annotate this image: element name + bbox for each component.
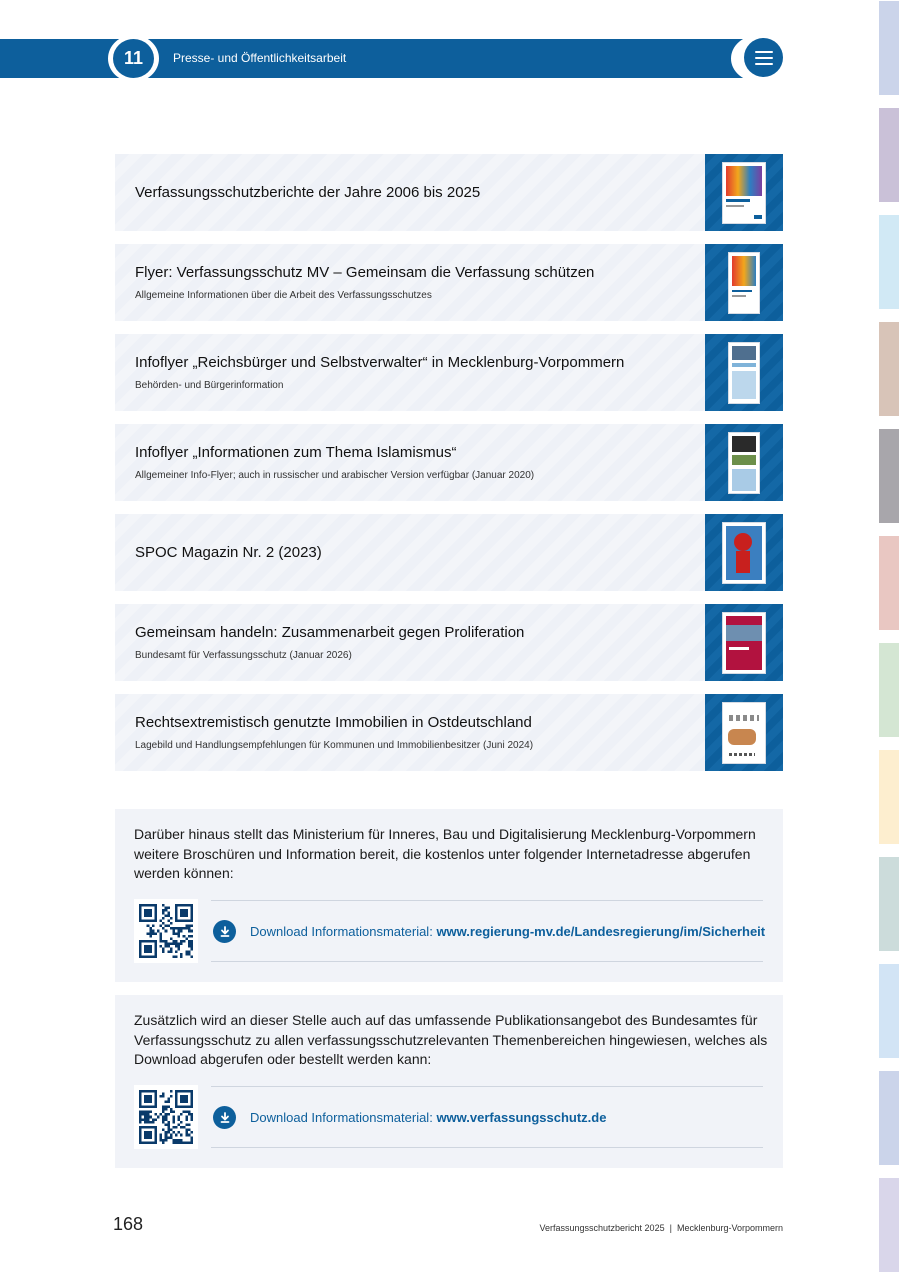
publication-text [135, 334, 695, 411]
cover-flyer-icon [728, 342, 760, 404]
side-tab[interactable] [879, 1071, 899, 1165]
publication-title: Flyer: Verfassungsschutz MV – Gemeinsam die Verfassung schützen [135, 264, 595, 281]
publication-subtitle: Bundesamt für Verfassungsschutz (Januar 2026) [135, 650, 352, 661]
publication-title: Verfassungsschutzberichte der Jahre 2006 bis 2025 [135, 183, 481, 201]
footer-separator: | [667, 1223, 675, 1233]
hamburger-icon-line [755, 63, 773, 65]
side-tab[interactable] [879, 964, 899, 1058]
publication-thumbnail[interactable] [705, 244, 783, 321]
publication-title: Gemeinsam handeln: Zusammenarbeit gegen Proliferation [135, 624, 525, 641]
chapter-title: Presse- und Öffentlichkeitsarbeit [173, 51, 347, 65]
info-paragraph: Zusätzlich wird an dieser Stelle auch auf das umfassende Publikationsangebot des Bundesamtes für Verfassungsschutz zu allen verfassungsschutzrelevanten Themenbereichen hingewiesen, welches als Download abgerufen oder bestellt werden kann: [134, 1012, 768, 1067]
cover-report-icon [722, 162, 766, 224]
download-icon [213, 1106, 236, 1129]
hamburger-icon-line [755, 51, 773, 53]
publication-thumbnail[interactable] [705, 424, 783, 501]
cover-flyer-icon [728, 432, 760, 494]
qr-code-icon[interactable] [134, 1085, 198, 1149]
side-tab[interactable] [879, 857, 899, 951]
publication-card[interactable] [115, 334, 783, 411]
publication-thumbnail[interactable] [705, 604, 783, 681]
side-tab[interactable] [879, 429, 899, 523]
publication-title: Infoflyer „Reichsbürger und Selbstverwalter“ in Mecklenburg-Vorpommern [135, 354, 625, 371]
download-link-row[interactable] [211, 900, 766, 962]
publication-card[interactable] [115, 244, 783, 321]
side-tab[interactable] [879, 1, 899, 95]
side-tab[interactable] [879, 643, 899, 737]
publication-thumbnail[interactable] [705, 514, 783, 591]
side-tab[interactable] [879, 215, 899, 309]
cover-report-icon [722, 702, 766, 764]
hamburger-icon-line [755, 57, 773, 59]
download-url[interactable]: www.regierung-mv.de/Landesregierung/im/Sicherheit [436, 924, 766, 939]
publication-subtitle: Allgemeiner Info-Flyer; auch in russischer und arabischer Version verfügbar (Januar 2020) [135, 470, 535, 481]
publication-card[interactable] [115, 424, 783, 501]
chapter-badge [108, 35, 159, 82]
publication-card[interactable] [115, 514, 783, 591]
publication-thumbnail[interactable] [705, 334, 783, 411]
footer-region: Mecklenburg-Vorpommern [676, 1223, 783, 1233]
publication-title: SPOC Magazin Nr. 2 (2023) [135, 543, 322, 561]
publication-thumbnail[interactable] [705, 154, 783, 231]
publication-text [135, 694, 695, 771]
publication-card[interactable] [115, 694, 783, 771]
side-tab[interactable] [879, 108, 899, 202]
publication-subtitle: Lagebild und Handlungsempfehlungen für Kommunen und Immobilienbesitzer (Juni 2024) [135, 740, 534, 751]
publication-card[interactable] [115, 604, 783, 681]
download-label: Download Informationsmaterial: [250, 1110, 433, 1125]
side-tab[interactable] [879, 322, 899, 416]
publication-subtitle: Allgemeine Informationen über die Arbeit des Verfassungsschutzes [135, 290, 432, 301]
info-box [115, 809, 783, 982]
cover-brochure-icon [722, 612, 766, 674]
download-icon [213, 920, 236, 943]
side-tab[interactable] [879, 536, 899, 630]
side-tab[interactable] [879, 1178, 899, 1272]
download-link[interactable] [250, 901, 765, 963]
download-link[interactable] [250, 1087, 606, 1149]
publication-text [135, 424, 695, 501]
side-tab[interactable] [879, 750, 899, 844]
publication-title: Rechtsextremistisch genutzte Immobilien in Ostdeutschland [135, 714, 532, 731]
publication-subtitle: Behörden- und Bürgerinformation [135, 380, 284, 391]
publication-text [135, 514, 695, 591]
qr-code-icon[interactable] [134, 899, 198, 963]
publication-thumbnail[interactable] [705, 694, 783, 771]
download-label: Download Informationsmaterial: [250, 924, 433, 939]
info-paragraph: Darüber hinaus stellt das Ministerium für Inneres, Bau und Digitalisierung Mecklenburg-Vorpommern weitere Broschüren und Information bereit, die kostenlos unter folgender Internetadresse abgerufen werden können: [134, 826, 756, 881]
download-url[interactable]: www.verfassungsschutz.de [436, 1110, 607, 1125]
footer-text [540, 1223, 784, 1233]
footer-report: Verfassungsschutzbericht 2025 [539, 1223, 665, 1233]
page-number: 168 [113, 1214, 144, 1234]
cover-flyer-icon [728, 252, 760, 314]
download-link-row[interactable] [211, 1086, 763, 1148]
chapter-number: 11 [113, 39, 154, 78]
publication-text [135, 154, 695, 231]
cover-magazine-icon [722, 522, 766, 584]
publication-text [135, 604, 695, 681]
menu-button[interactable] [744, 38, 783, 77]
publication-card[interactable] [115, 154, 783, 231]
publication-text [135, 244, 695, 321]
info-box [115, 995, 783, 1168]
publication-title: Infoflyer „Informationen zum Thema Islamismus“ [135, 444, 457, 461]
